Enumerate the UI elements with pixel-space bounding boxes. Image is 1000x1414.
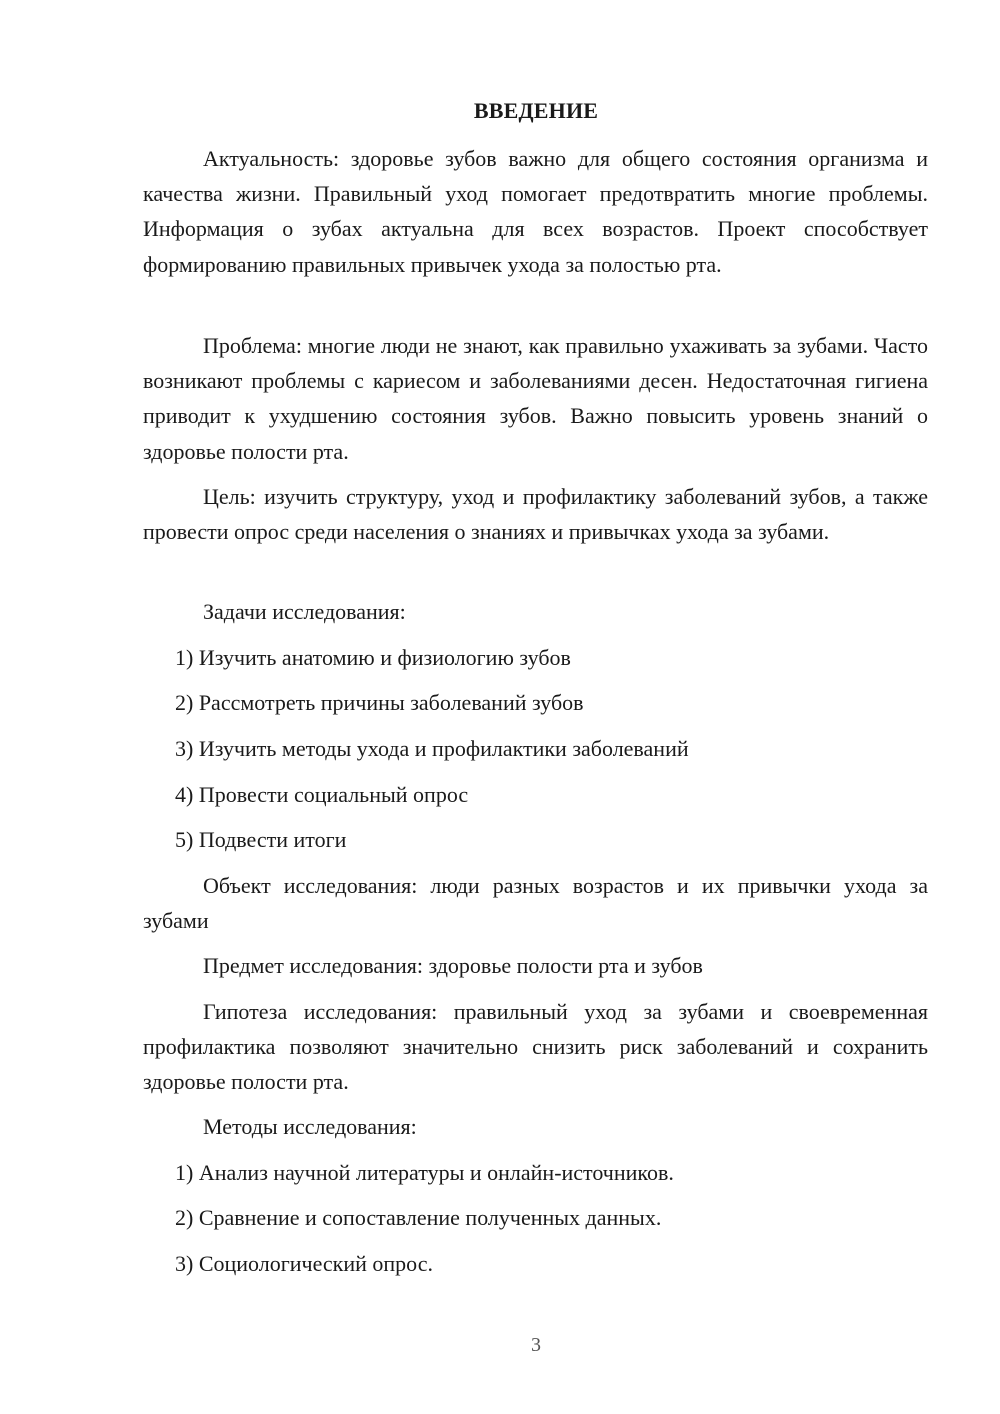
page-title: ВВЕДЕНИЕ [473,98,599,123]
methods-heading: Методы исследования: [203,1114,417,1139]
method-item: 2) Сравнение и сопоставление полученных данных. [175,1205,662,1230]
paragraph-object: Объект исследования: люди разных возрастов и их привычки ухода за зубами [143,873,928,934]
paragraph-relevance: Актуальность: здоровье зубов важно для общего состояния организма и качества жизни. Правильный уход помогает предотвратить многие проблемы. Информация о зубах актуальна для всех возрастов. Проект способствует формированию правильных привычек ухода за полостью рта. [143,146,928,277]
task-item: 2) Рассмотреть причины заболеваний зубов [175,690,584,715]
page-number: 3 [531,1334,541,1356]
method-item: 3) Социологический опрос. [175,1251,433,1276]
paragraph-hypothesis: Гипотеза исследования: правильный уход за зубами и своевременная профилактика позволяют значительно снизить риск заболеваний и сохранить здоровье полости рта. [143,999,928,1095]
paragraph-goal: Цель: изучить структуру, уход и профилактику заболеваний зубов, а также провести опрос среди населения о знаниях и привычках ухода за зубами. [143,484,928,545]
task-item: 3) Изучить методы ухода и профилактики заболеваний [175,736,689,761]
task-item: 4) Провести социальный опрос [175,782,469,807]
tasks-heading: Задачи исследования: [203,599,406,624]
paragraph-subject: Предмет исследования: здоровье полости рта и зубов [203,953,703,978]
method-item: 1) Анализ научной литературы и онлайн-источников. [175,1160,674,1185]
task-item: 1) Изучить анатомию и физиологию зубов [175,645,571,670]
paragraph-problem: Проблема: многие люди не знают, как правильно ухаживать за зубами. Часто возникают проблемы с кариесом и заболеваниями десен. Недостаточная гигиена приводит к ухудшению состояния зубов. Важно повысить уровень знаний о здоровье полости рта. [143,333,928,464]
task-item: 5) Подвести итоги [175,827,347,852]
